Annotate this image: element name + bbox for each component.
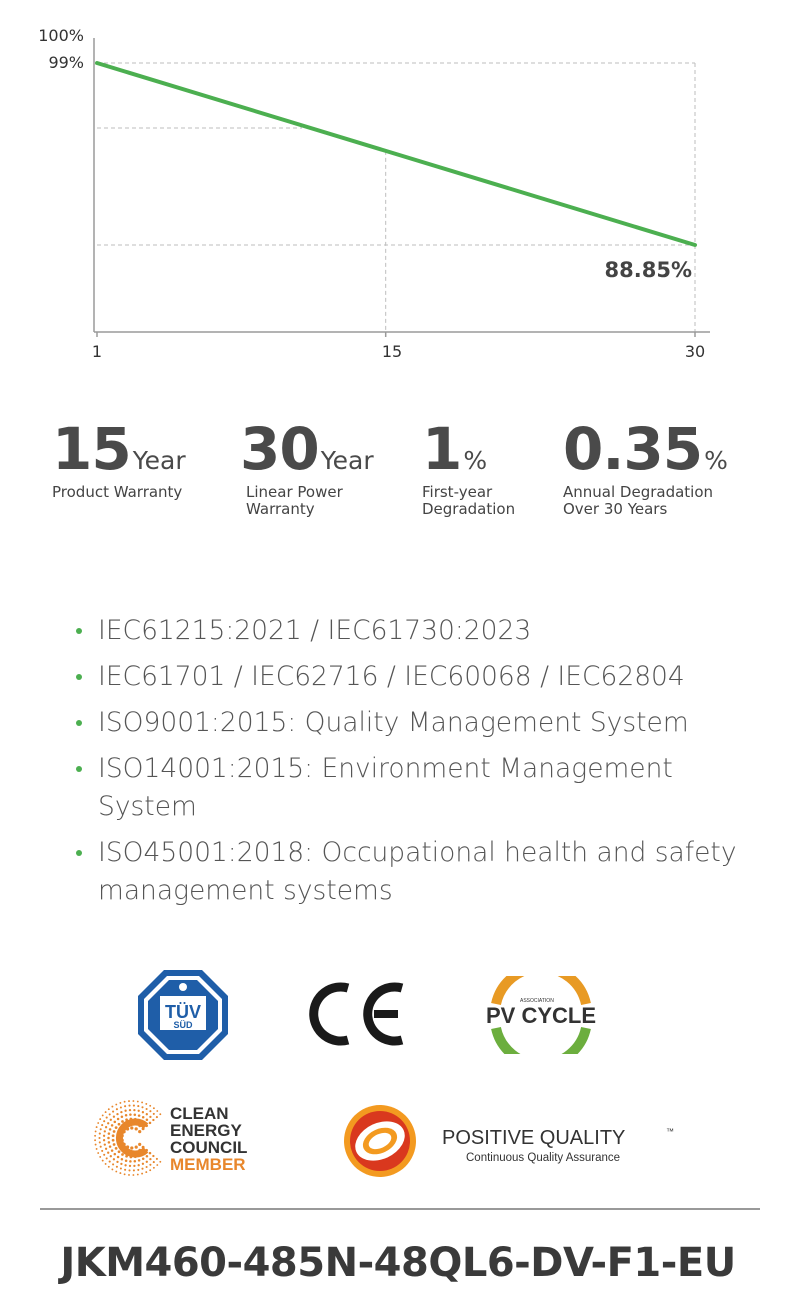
cec-dot — [121, 1158, 124, 1161]
cec-dot — [112, 1134, 115, 1137]
cec-dot — [153, 1107, 155, 1109]
cec-dot — [124, 1164, 126, 1166]
warranty-stats — [0, 415, 796, 540]
cec-dot — [138, 1159, 141, 1162]
cec-dot — [111, 1106, 113, 1108]
cec-dot — [149, 1169, 151, 1171]
stat-unit: % — [704, 446, 728, 475]
cec-dot — [103, 1135, 105, 1137]
stat-linear-warranty — [240, 415, 374, 518]
cec-dot — [108, 1141, 111, 1144]
stat-annual-degradation — [563, 415, 728, 518]
cec-dot — [142, 1163, 144, 1165]
cec-dot — [103, 1139, 105, 1141]
cec-dot — [112, 1163, 114, 1165]
cec-dot — [118, 1123, 121, 1126]
cec-dot — [133, 1165, 135, 1167]
cec-dot — [156, 1158, 158, 1160]
svg-text:Continuous Quality Assurance: Continuous Quality Assurance — [466, 1152, 621, 1164]
cec-dot — [152, 1119, 154, 1121]
cec-dot — [138, 1164, 140, 1166]
cec-dot — [128, 1174, 130, 1176]
cec-dot — [95, 1130, 97, 1132]
cec-dot — [138, 1114, 141, 1117]
cec-dot — [121, 1116, 124, 1119]
cec-dot — [113, 1116, 115, 1118]
degradation-chart — [0, 0, 796, 380]
svg-text:™: ™ — [666, 1127, 674, 1136]
cec-dot — [145, 1103, 147, 1105]
end-value-label: 88.85% — [604, 258, 692, 282]
stat-unit: % — [463, 446, 488, 475]
cec-dot — [142, 1157, 145, 1160]
cec-dot — [116, 1161, 118, 1163]
cec-dot — [149, 1105, 151, 1107]
cec-dot — [120, 1163, 122, 1165]
cec-dot — [141, 1106, 143, 1108]
cec-dot — [100, 1146, 102, 1148]
cec-dot — [152, 1155, 154, 1157]
cec-dot — [107, 1137, 110, 1140]
cec-dot — [132, 1174, 134, 1176]
cec-dot — [111, 1168, 113, 1170]
cec-dot — [133, 1105, 135, 1107]
list-item: ISO45001:2018: Occupational health and safety management systems — [76, 834, 756, 910]
cec-dot — [99, 1133, 101, 1135]
list-item: IEC61701 / IEC62716 / IEC60068 / IEC62804 — [76, 658, 756, 696]
svg-text:PV CYCLE: PV CYCLE — [485, 1003, 597, 1028]
cec-dot — [146, 1119, 149, 1122]
cec-dot — [134, 1160, 137, 1163]
cec-dot — [109, 1128, 112, 1131]
svg-text:MEMBER: MEMBER — [170, 1155, 246, 1174]
stat-number: 1 — [422, 415, 462, 483]
cec-dot — [135, 1127, 138, 1130]
certification-list — [76, 612, 756, 918]
stat-caption: Product Warranty — [52, 483, 183, 501]
stat-number: 15 — [52, 415, 131, 483]
cec-dot — [96, 1126, 98, 1128]
cec-dot — [125, 1159, 128, 1162]
cec-dot — [98, 1137, 100, 1139]
cec-dot — [113, 1130, 116, 1133]
svg-text:COUNCIL: COUNCIL — [170, 1138, 248, 1157]
cec-dot — [156, 1164, 158, 1166]
cec-dot — [96, 1148, 98, 1150]
cec-dot — [107, 1152, 109, 1154]
cec-dot — [104, 1130, 106, 1132]
cec-dot — [113, 1158, 115, 1160]
cec-dot — [115, 1171, 117, 1173]
ce-mark-icon — [302, 978, 408, 1050]
svg-text:ENERGY: ENERGY — [170, 1121, 242, 1140]
cec-dot — [105, 1163, 107, 1165]
cec-dot — [137, 1105, 139, 1107]
stat-caption: Annual Degradation Over 30 Years — [563, 483, 714, 518]
bullet-icon — [76, 720, 82, 726]
cec-dot — [116, 1166, 118, 1168]
cec-dot — [137, 1169, 139, 1171]
svg-text:POSITIVE QUALITY: POSITIVE QUALITY — [442, 1127, 626, 1149]
positive-quality-icon — [338, 1098, 698, 1184]
cec-dot — [146, 1108, 148, 1110]
cec-dot — [115, 1126, 118, 1129]
cec-dot — [120, 1167, 122, 1169]
cec-dot — [120, 1111, 122, 1113]
list-item: IEC61215:2021 / IEC61730:2023 — [76, 612, 756, 650]
cec-dot — [109, 1145, 112, 1148]
cec-dot — [116, 1113, 118, 1115]
cec-dot — [117, 1118, 120, 1121]
cec-dot — [111, 1124, 114, 1127]
cec-dot — [95, 1144, 97, 1146]
divider — [40, 1208, 760, 1210]
clean-energy-council-icon — [92, 1098, 268, 1178]
cec-dot — [119, 1172, 121, 1174]
cec-dot — [112, 1139, 115, 1142]
stat-number: 30 — [240, 415, 319, 483]
cec-dot — [149, 1110, 151, 1112]
chart-grid — [97, 63, 695, 332]
cec-dot — [138, 1143, 141, 1146]
cec-dot — [129, 1160, 132, 1163]
x-tick-label-1: 1 — [91, 342, 103, 361]
cec-dot — [107, 1122, 109, 1124]
cec-dot — [159, 1161, 161, 1163]
cec-dot — [94, 1135, 96, 1137]
cec-dot — [116, 1108, 118, 1110]
cec-dot — [101, 1124, 103, 1126]
tuv-sud-icon — [136, 968, 230, 1062]
bullet-icon — [76, 850, 82, 856]
cec-dot — [146, 1166, 148, 1168]
cec-dot — [145, 1171, 147, 1173]
cec-dot — [97, 1122, 99, 1124]
cec-dot — [108, 1166, 110, 1168]
pv-cycle-icon — [476, 976, 606, 1054]
cec-dot — [101, 1150, 103, 1152]
cec-dot — [156, 1110, 158, 1112]
y-tick-label-99: 99% — [48, 53, 84, 72]
cec-dot — [149, 1122, 152, 1125]
cec-dot — [103, 1120, 105, 1122]
cec-dot — [129, 1113, 132, 1116]
stat-product-warranty — [52, 415, 186, 501]
cec-dot — [142, 1111, 144, 1113]
cec-dot — [138, 1130, 141, 1133]
cec-dot — [130, 1146, 133, 1149]
stat-number: 0.35 — [563, 415, 703, 483]
cec-dot — [128, 1100, 130, 1102]
cec-dot — [117, 1156, 120, 1159]
cec-dot — [109, 1113, 111, 1115]
cec-dot — [105, 1111, 107, 1113]
cec-dot — [132, 1100, 134, 1102]
cec-dot — [106, 1117, 108, 1119]
cec-dot — [113, 1143, 116, 1146]
cec-dot — [146, 1113, 148, 1115]
bullet-icon — [76, 674, 82, 680]
x-tick-label-30: 30 — [684, 342, 706, 361]
cec-dot — [129, 1109, 131, 1111]
cec-dot — [124, 1101, 126, 1103]
stat-caption: Linear Power Warranty — [246, 483, 343, 518]
cec-dot — [135, 1146, 138, 1149]
x-tick-label-15: 15 — [381, 342, 403, 361]
cec-dot — [159, 1113, 161, 1115]
cec-dot — [120, 1106, 122, 1108]
cec-dot — [115, 1104, 117, 1106]
cec-dot — [111, 1149, 114, 1152]
cec-dot — [114, 1121, 117, 1124]
cec-dot — [104, 1143, 106, 1145]
cec-dot — [133, 1109, 135, 1111]
list-item: ISO14001:2015: Environment Management System — [76, 750, 756, 826]
stat-unit: Year — [320, 446, 374, 475]
cec-dot — [149, 1164, 151, 1166]
cec-dot — [133, 1169, 135, 1171]
cec-dot — [115, 1147, 118, 1150]
cec-dot — [103, 1154, 105, 1156]
cec-dot — [110, 1119, 112, 1121]
cec-dot — [141, 1173, 143, 1175]
cec-dot — [118, 1150, 121, 1153]
cec-dot — [153, 1161, 155, 1163]
cec-dot — [146, 1161, 148, 1163]
cec-dot — [114, 1153, 117, 1156]
cec-dot — [129, 1165, 131, 1167]
cec-dot — [102, 1114, 104, 1116]
cec-dot — [121, 1120, 124, 1123]
svg-text:CLEAN: CLEAN — [170, 1104, 229, 1123]
cec-dot — [110, 1155, 112, 1157]
warranty-series-line — [97, 63, 695, 245]
chart-series — [97, 63, 695, 245]
stat-unit: Year — [132, 446, 186, 475]
stat-first-year — [422, 415, 516, 518]
cec-dot — [128, 1105, 130, 1107]
cec-dot — [141, 1101, 143, 1103]
cec-dot — [125, 1114, 128, 1117]
y-tick-label-100: 100% — [38, 26, 84, 45]
cec-dot — [124, 1173, 126, 1175]
cec-dot — [119, 1102, 121, 1104]
cec-dot — [146, 1155, 149, 1158]
cec-dot — [124, 1110, 126, 1112]
cec-dot — [153, 1167, 155, 1169]
cec-dot — [112, 1111, 114, 1113]
cec-dot — [108, 1108, 110, 1110]
cec-dot — [105, 1148, 107, 1150]
stat-caption: First-year Degradation — [422, 483, 516, 518]
cec-dot — [153, 1113, 155, 1115]
cec-dot — [137, 1174, 139, 1176]
cec-dot — [142, 1116, 145, 1119]
cec-dot — [149, 1152, 152, 1155]
cec-dot — [121, 1153, 124, 1156]
cec-dot — [99, 1118, 101, 1120]
cec-dot — [141, 1168, 143, 1170]
cec-dot — [106, 1157, 108, 1159]
cec-dot — [156, 1116, 158, 1118]
svg-text:SÜD: SÜD — [173, 1020, 193, 1030]
cec-dot — [108, 1132, 111, 1135]
cec-dot — [109, 1161, 111, 1163]
cec-dot — [97, 1152, 99, 1154]
cec-dot — [94, 1139, 96, 1141]
cec-dot — [100, 1128, 102, 1130]
cec-dot — [124, 1169, 126, 1171]
cec-dot — [99, 1156, 101, 1158]
bullet-icon — [76, 766, 82, 772]
svg-text:TÜV: TÜV — [165, 1002, 201, 1022]
list-item: ISO9001:2015: Quality Management System — [76, 704, 756, 742]
cec-dot — [134, 1113, 137, 1116]
cec-dot — [99, 1141, 101, 1143]
bullet-icon — [76, 628, 82, 634]
cec-dot — [105, 1126, 107, 1128]
model-number: JKM460-485N-48QL6-DV-F1-EU — [60, 1240, 736, 1286]
svg-text:ASSOCIATION: ASSOCIATION — [520, 998, 554, 1004]
cec-dot — [130, 1126, 133, 1129]
cec-dot — [149, 1158, 151, 1160]
cec-dot — [137, 1101, 139, 1103]
cec-dot — [138, 1110, 140, 1112]
cec-dot — [128, 1169, 130, 1171]
cec-dot — [149, 1116, 151, 1118]
cec-dot — [124, 1105, 126, 1107]
cec-dot — [102, 1160, 104, 1162]
